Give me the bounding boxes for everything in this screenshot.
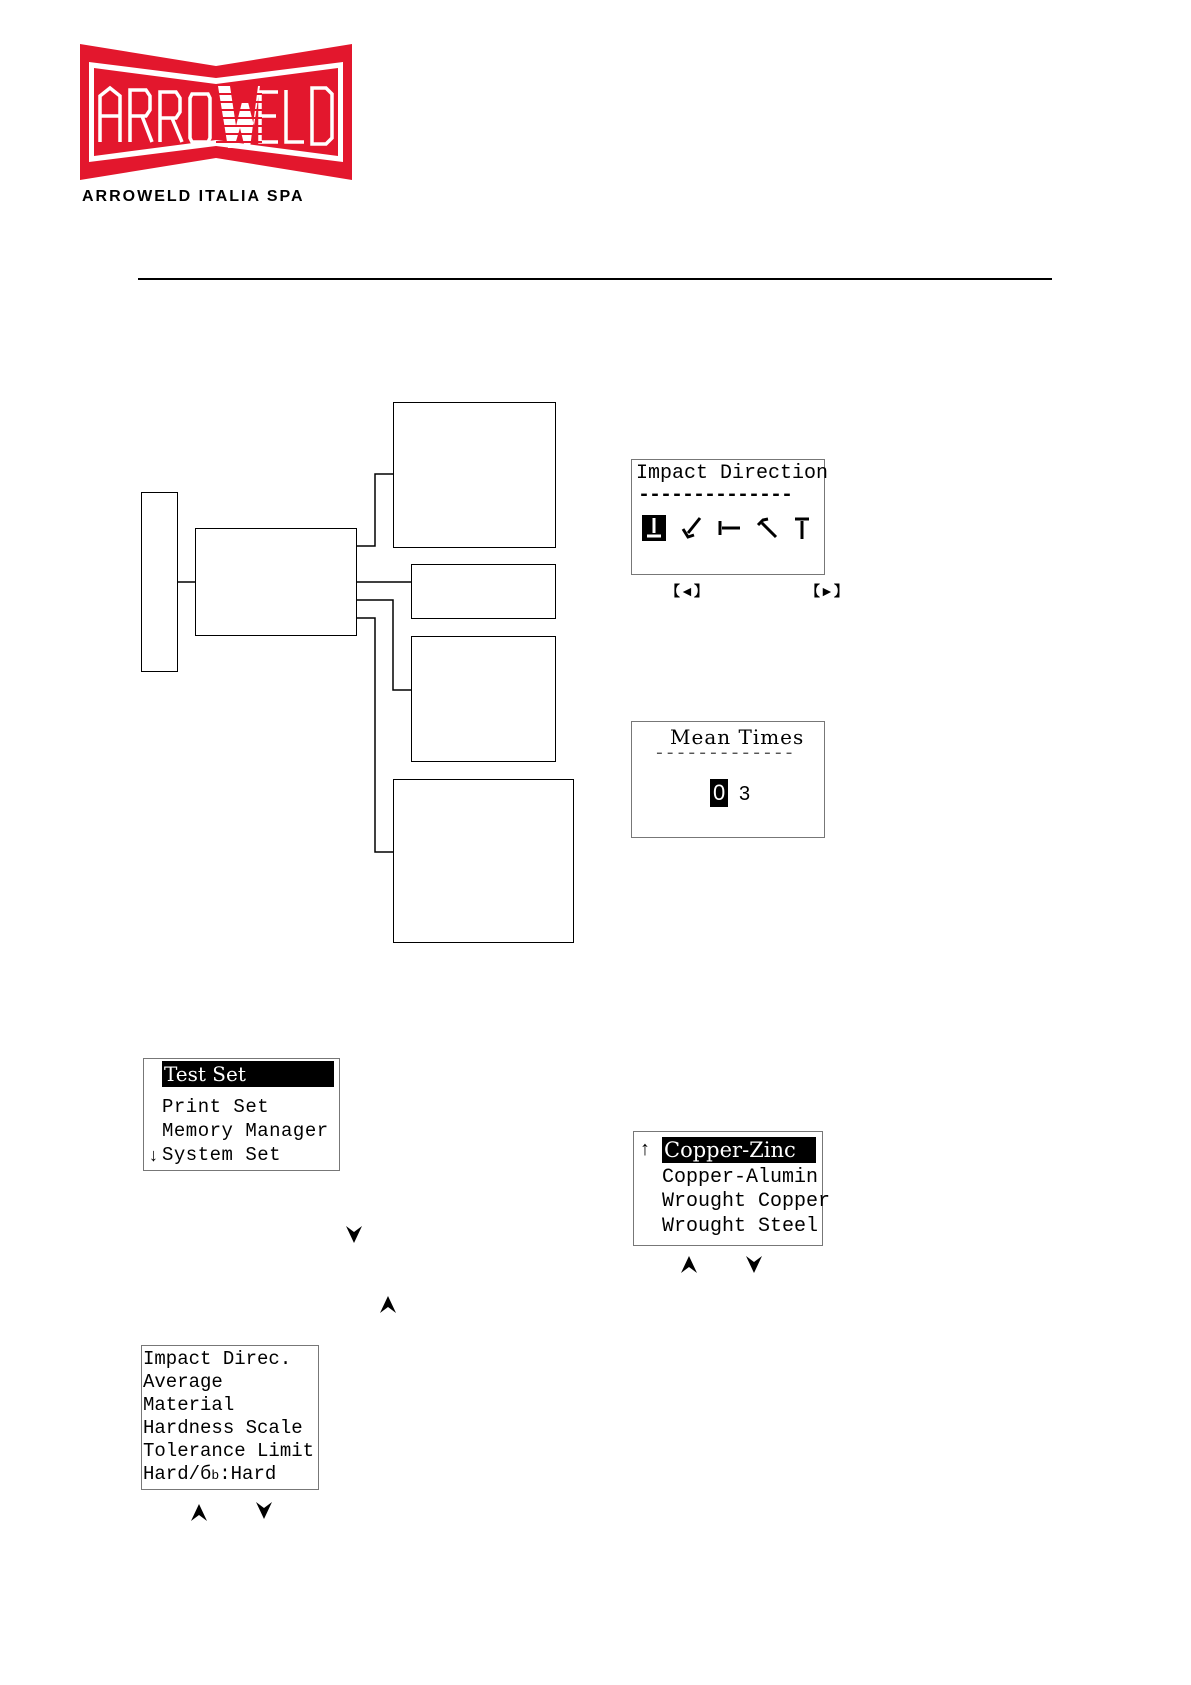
down-arrow-icon <box>346 1224 362 1244</box>
hard-sigma-prefix: Hard/ <box>143 1463 201 1485</box>
hard-sigma-suffix: :Hard <box>219 1463 277 1485</box>
sigma-symbol: б <box>200 1463 212 1485</box>
impact-down-left-icon[interactable] <box>680 515 704 541</box>
menu-item-test-set[interactable]: Test Set <box>162 1061 334 1087</box>
mean-times-digit-selected[interactable]: 0 <box>710 779 728 807</box>
right-key-label: 【►】 <box>806 583 848 599</box>
impact-direction-separator: -------------- <box>638 484 793 507</box>
material-item-wrought-copper[interactable]: Wrought Copper <box>662 1190 831 1213</box>
nav-arrow-legend <box>1080 1660 1085 1661</box>
nav-up-glyph: ▲ <box>1080 1660 1081 1661</box>
left-key-hint <box>666 581 708 601</box>
test-set-item-hardness-scale[interactable]: Hardness Scale <box>143 1417 303 1439</box>
test-set-item-average[interactable]: Average <box>143 1371 223 1393</box>
menu-item-print-set[interactable]: Print Set <box>162 1096 270 1118</box>
scroll-up-indicator: ↑ <box>640 1138 650 1160</box>
impact-direction-screen <box>631 459 829 575</box>
material-down-arrow-icon <box>746 1254 762 1274</box>
mean-times-digit-other[interactable]: 3 <box>739 783 751 805</box>
impact-horizontal-icon[interactable] <box>716 515 742 541</box>
scroll-down-indicator: ↓ <box>149 1145 158 1165</box>
impact-up-icon[interactable] <box>790 515 814 541</box>
nav-down-glyph: ▼ <box>1081 1660 1083 1661</box>
sigma-subscript: b <box>211 1468 220 1483</box>
impact-direction-title: Impact Direction <box>636 462 829 485</box>
test-set-item-hard-sigma[interactable] <box>143 1463 276 1485</box>
right-key-hint <box>806 581 848 601</box>
down-arrow-glyph: ⮟ <box>1082 1660 1084 1661</box>
main-menu-screen <box>143 1058 340 1171</box>
test-set-screen <box>141 1345 319 1490</box>
test-set-down-arrow-icon <box>256 1500 272 1520</box>
up-arrow-icon <box>380 1295 396 1315</box>
material-up-arrow-icon <box>681 1255 697 1275</box>
mean-times-screen <box>631 721 825 838</box>
material-item-copper-zinc[interactable]: Copper-Zinc <box>662 1137 816 1163</box>
left-key-label: 【◄】 <box>666 583 708 599</box>
impact-up-left-icon[interactable] <box>754 515 780 541</box>
menu-item-system-set[interactable]: System Set <box>162 1144 282 1166</box>
menu-item-memory-manager[interactable]: Memory Manager <box>162 1120 329 1142</box>
test-set-up-arrow-icon <box>191 1503 207 1523</box>
test-set-item-tolerance-limit[interactable]: Tolerance Limit <box>143 1440 315 1462</box>
impact-down-icon[interactable] <box>642 515 666 541</box>
test-set-item-material[interactable]: Material <box>143 1394 235 1416</box>
up-arrow-glyph: ⮝ <box>1083 1660 1085 1661</box>
mean-times-title: Mean Times <box>670 725 805 749</box>
material-item-wrought-steel[interactable]: Wrought Steel <box>662 1215 819 1238</box>
material-item-copper-alumin[interactable]: Copper-Alumin <box>662 1166 819 1189</box>
test-set-item-impact-direc[interactable]: Impact Direc. <box>143 1348 292 1370</box>
mean-times-separator: ------------- <box>654 744 795 764</box>
company-name: ARROWELD ITALIA SPA <box>82 188 305 205</box>
material-screen <box>633 1131 831 1246</box>
